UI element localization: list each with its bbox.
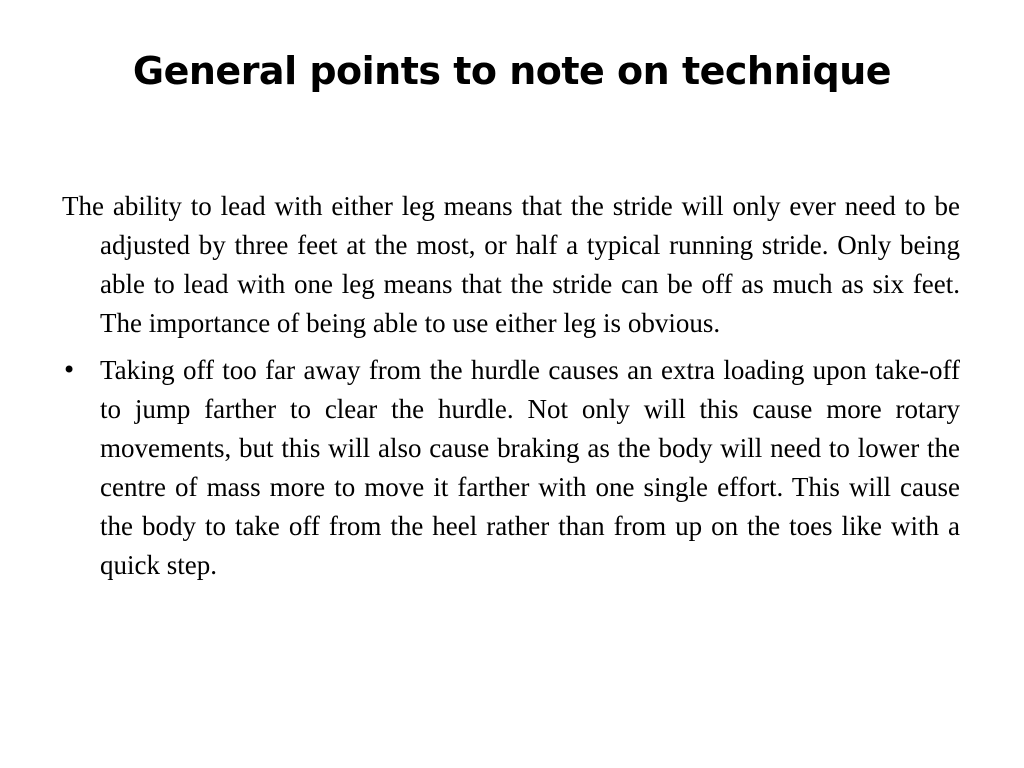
slide-title: General points to note on technique — [132, 49, 892, 93]
bullet-item — [62, 351, 960, 585]
bullet-text: Taking off too far away from the hurdle causes an extra loading upon take-off to jump farther to clear the hurdle. Not only will this cause more rotary movements, but this will also cause braking as the body will need to lower the centre of mass more to move it farther with one single effort. This will cause the body to take off from the heel rather than from up on the toes like with a quick step. — [100, 355, 960, 580]
body-paragraph — [62, 187, 960, 343]
bullet-icon: • — [62, 356, 77, 384]
slide-body — [62, 187, 960, 585]
paragraph-text: The ability to lead with either leg means that the stride will only ever need to be adjusted by three feet at the most, or half a typical running stride. Only being able to lead with one leg means that the stride can be off as much as six feet. The importance of being able to use either leg is obvious. — [62, 191, 960, 338]
